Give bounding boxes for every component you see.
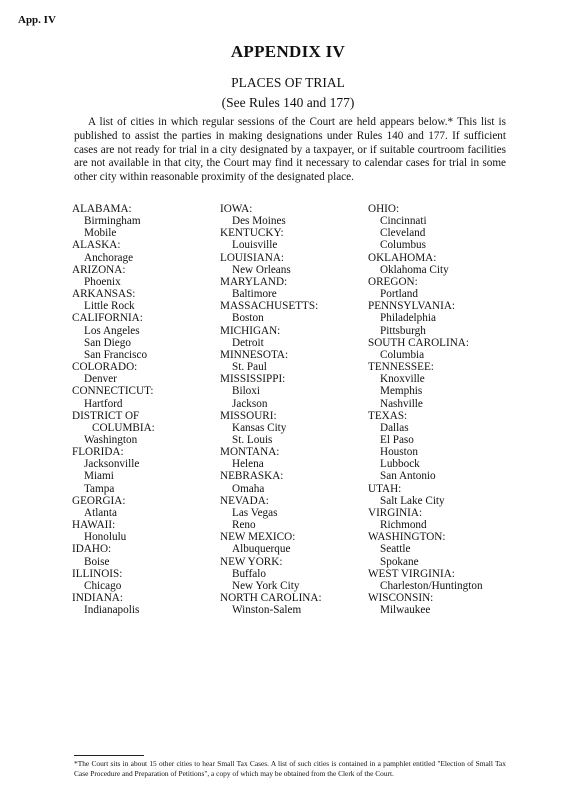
city-name: Spokane bbox=[380, 555, 419, 568]
page-title: APPENDIX IV bbox=[230, 42, 346, 61]
city-name: New York City bbox=[232, 579, 300, 592]
city-name: San Diego bbox=[84, 336, 131, 349]
city-name: San Antonio bbox=[380, 470, 436, 483]
city-name: Little Rock bbox=[84, 300, 135, 313]
state-name: NEBRASKA: bbox=[220, 470, 284, 483]
state-name: WEST VIRGINIA: bbox=[368, 567, 455, 580]
city-name: Salt Lake City bbox=[380, 494, 445, 507]
state-name: HAWAII: bbox=[72, 519, 116, 532]
city-name: El Paso bbox=[380, 433, 414, 446]
state-name: MONTANA: bbox=[220, 446, 280, 459]
state-name: COLORADO: bbox=[72, 361, 138, 374]
city-name: Nashville bbox=[380, 397, 423, 410]
city-name: Phoenix bbox=[84, 275, 121, 288]
city-name: Washington bbox=[84, 433, 138, 446]
city-name: Biloxi bbox=[232, 385, 260, 398]
places-column-1 bbox=[72, 203, 222, 616]
city-name: Indianapolis bbox=[84, 604, 140, 617]
city-name: Cincinnati bbox=[380, 215, 427, 228]
city-name: Mobile bbox=[84, 227, 117, 240]
city-name: Boston bbox=[232, 312, 264, 325]
state-name: CALIFORNIA: bbox=[72, 312, 143, 325]
city-name: Chicago bbox=[84, 579, 122, 592]
city-name: Pittsburgh bbox=[380, 324, 426, 337]
state-name: IDAHO: bbox=[72, 543, 112, 556]
city-name: Baltimore bbox=[232, 288, 277, 301]
state-name: NEW YORK: bbox=[220, 555, 283, 568]
city-name: Detroit bbox=[232, 336, 264, 349]
city-name: St. Louis bbox=[232, 433, 273, 446]
state-name: LOUISIANA: bbox=[220, 251, 285, 264]
city-name: Oklahoma City bbox=[380, 263, 449, 276]
city-name: Buffalo bbox=[232, 567, 266, 580]
state-name: NEVADA: bbox=[220, 494, 269, 507]
city-name: Las Vegas bbox=[232, 506, 278, 519]
state-name: GEORGIA: bbox=[72, 494, 126, 507]
city-name: Denver bbox=[84, 373, 117, 386]
city-name: Los Angeles bbox=[84, 324, 140, 337]
state-name: IOWA: bbox=[220, 203, 253, 215]
city-name: Birmingham bbox=[84, 215, 141, 228]
city-name: Des Moines bbox=[232, 215, 286, 228]
state-name: MICHIGAN: bbox=[220, 324, 281, 337]
city-name: Helena bbox=[232, 458, 264, 471]
city-name: Richmond bbox=[380, 519, 427, 532]
state-name: TEXAS: bbox=[368, 409, 408, 422]
footnote-divider bbox=[74, 755, 144, 756]
state-name: ARIZONA: bbox=[72, 263, 126, 276]
city-name: Jacksonville bbox=[84, 458, 140, 471]
state-name: NORTH CAROLINA: bbox=[220, 592, 322, 604]
city-name: Columbus bbox=[380, 239, 427, 252]
state-name: OKLAHOMA: bbox=[368, 251, 437, 264]
state-name: ALASKA: bbox=[72, 239, 121, 252]
city-name: Lubbock bbox=[380, 458, 420, 471]
city-name: Dallas bbox=[380, 421, 409, 434]
state-name: OHIO: bbox=[368, 203, 400, 215]
state-name: CONNECTICUT: bbox=[72, 385, 154, 398]
state-name: FLORIDA: bbox=[72, 446, 124, 459]
places-column-2 bbox=[220, 203, 370, 616]
footnote: *The Court sits in about 15 other cities to hear Small Tax Cases. A list of such cities is contained in a pamphlet entitled "Election of Small Tax Case Procedure and Preparation of Petitions", a copy of which may be obtained from the Clerk of the Court. bbox=[74, 759, 506, 778]
city-name: Seattle bbox=[380, 543, 411, 556]
state-name: OREGON: bbox=[368, 275, 418, 288]
state-name: VIRGINIA: bbox=[368, 506, 423, 519]
state-name: ARKANSAS: bbox=[72, 288, 136, 301]
city-name: Kansas City bbox=[232, 421, 287, 434]
city-name: Winston-Salem bbox=[232, 604, 302, 617]
city-name: Portland bbox=[380, 288, 418, 301]
city-name: Omaha bbox=[232, 482, 265, 495]
state-name: KENTUCKY: bbox=[220, 227, 284, 240]
state-name: WASHINGTON: bbox=[368, 531, 446, 544]
state-name: MISSOURI: bbox=[220, 409, 277, 422]
rules-reference: (See Rules 140 and 177) bbox=[221, 95, 355, 110]
state-name: ALABAMA: bbox=[72, 203, 132, 215]
state-name: NEW MEXICO: bbox=[220, 531, 296, 544]
state-name: PENNSYLVANIA: bbox=[368, 300, 456, 313]
city-name: Reno bbox=[232, 519, 256, 532]
city-name: Anchorage bbox=[84, 251, 134, 264]
city-name: Atlanta bbox=[84, 506, 117, 519]
state-name: DISTRICT OF bbox=[72, 409, 140, 422]
city-name: San Francisco bbox=[84, 348, 148, 361]
state-name: TENNESSEE: bbox=[368, 361, 434, 374]
city-name: St. Paul bbox=[232, 361, 267, 374]
city-name: Columbia bbox=[380, 348, 425, 361]
page-subtitle: PLACES OF TRIAL bbox=[231, 75, 345, 90]
state-name: WISCONSIN: bbox=[368, 592, 434, 604]
city-name: Philadelphia bbox=[380, 312, 436, 325]
city-name: Cleveland bbox=[380, 227, 426, 240]
places-column-3 bbox=[368, 203, 518, 616]
city-name: Honolulu bbox=[84, 531, 127, 544]
state-name: ILLINOIS: bbox=[72, 567, 123, 580]
city-name: New Orleans bbox=[232, 263, 291, 276]
city-name: Charleston/Huntington bbox=[380, 579, 483, 592]
state-name: MISSISSIPPI: bbox=[220, 373, 286, 386]
city-name: Memphis bbox=[380, 385, 423, 398]
city-name: Houston bbox=[380, 446, 418, 459]
state-name: UTAH: bbox=[368, 482, 402, 495]
intro-paragraph: A list of cities in which regular sessions of the Court are held appears below.* This list is published to assist the parties in making designations under Rules 140 and 177. If sufficient cases are not ready for trial in a city designated by a taxpayer, or if suitable courtroom facilities are not available in that city, the Court may find it necessary to calendar cases for trial in some other city within reasonable proximity of the designated place. bbox=[74, 116, 506, 184]
city-name: Knoxville bbox=[380, 373, 425, 386]
city-name: Louisville bbox=[232, 239, 278, 252]
state-name: MASSACHUSETTS: bbox=[220, 300, 319, 313]
city-name: Milwaukee bbox=[380, 604, 431, 617]
city-name: Albuquerque bbox=[232, 543, 291, 556]
state-name: SOUTH CAROLINA: bbox=[368, 336, 469, 349]
state-name: INDIANA: bbox=[72, 592, 123, 604]
state-name: MINNESOTA: bbox=[220, 348, 289, 361]
city-name: Miami bbox=[84, 470, 114, 483]
city-name: Boise bbox=[84, 555, 110, 568]
city-name: Hartford bbox=[84, 397, 123, 410]
city-name: Jackson bbox=[232, 397, 268, 410]
city-name: Tampa bbox=[84, 482, 115, 495]
page-header-tag: App. IV bbox=[18, 14, 56, 26]
state-name: MARYLAND: bbox=[220, 275, 288, 288]
state-name: COLUMBIA: bbox=[92, 421, 155, 434]
